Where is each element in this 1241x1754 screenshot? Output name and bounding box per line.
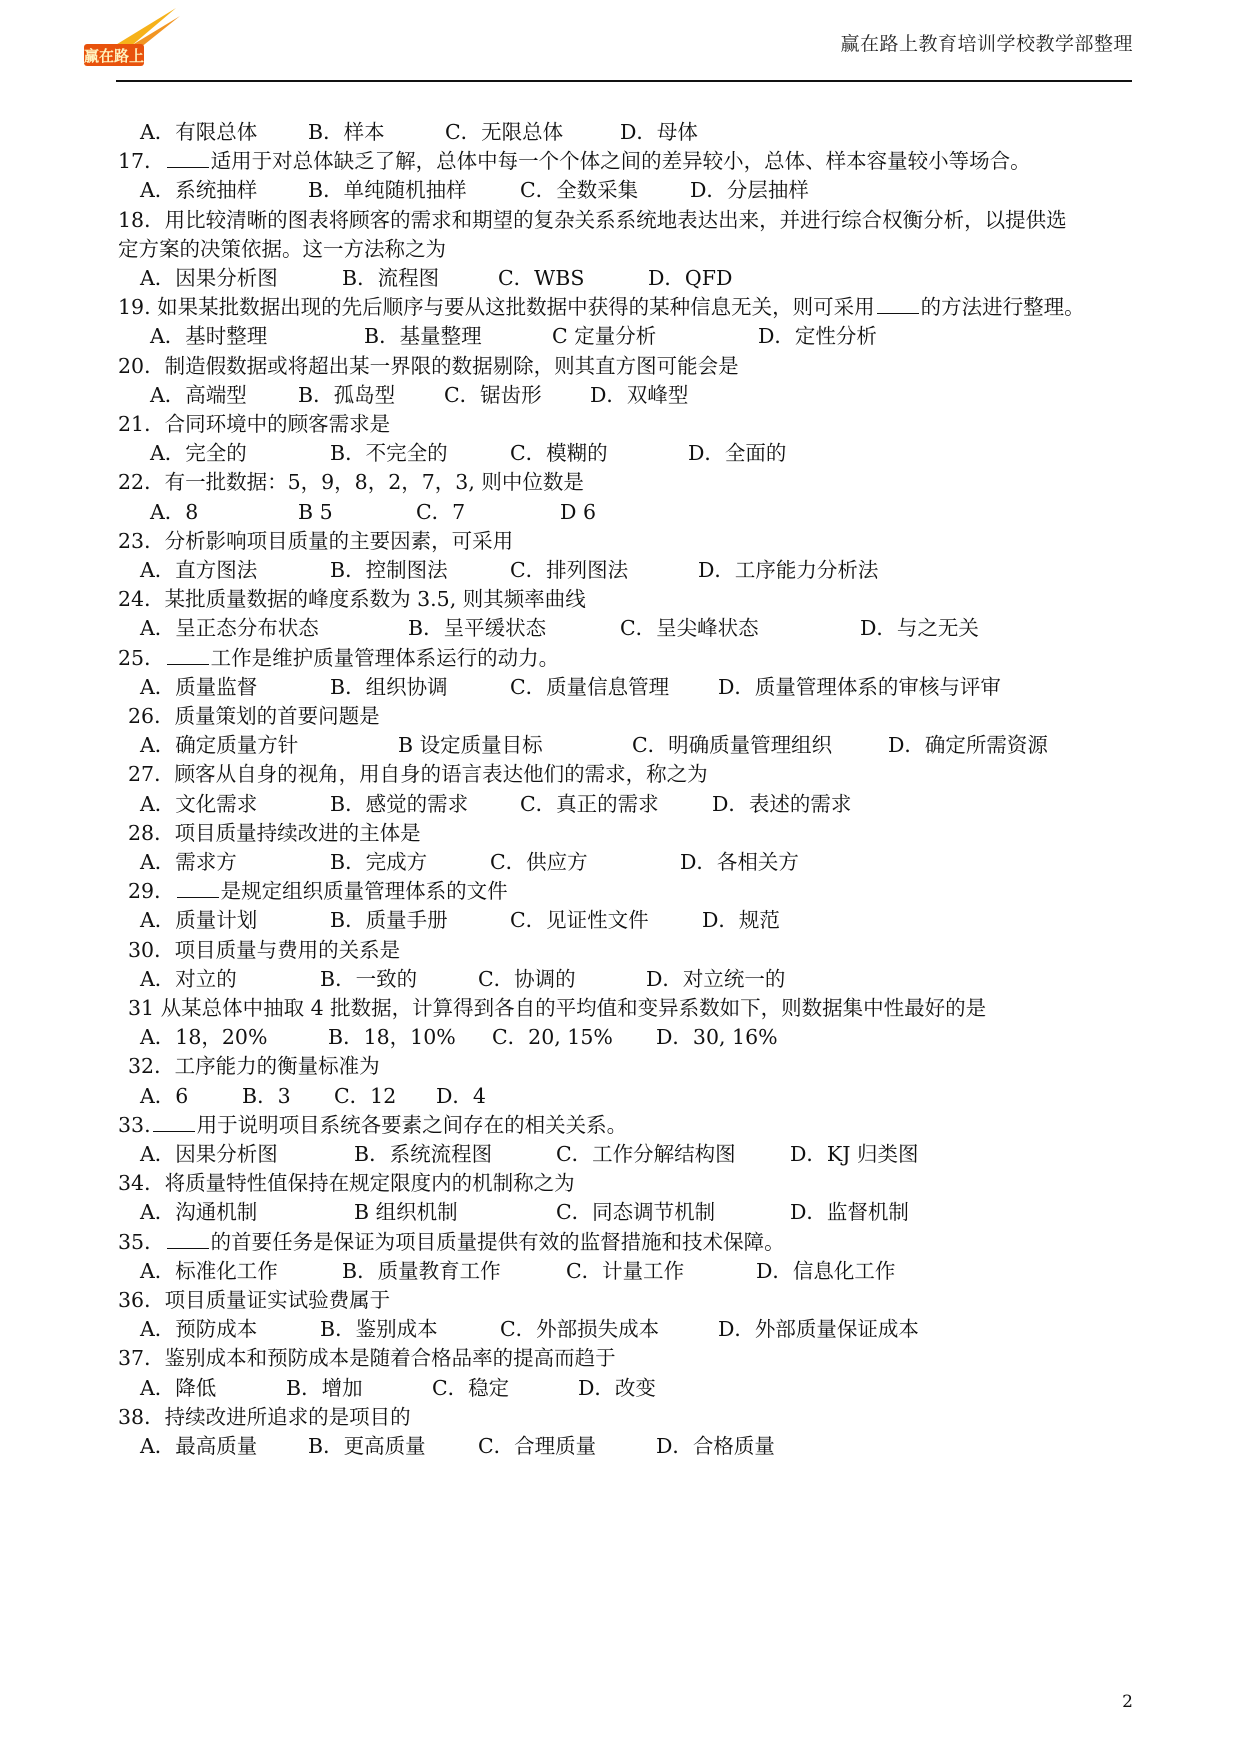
answer-option: C．同态调节机制 (556, 1200, 716, 1225)
answer-option: A．呈正态分布状态 (140, 616, 319, 641)
answer-option: B．单纯随机抽样 (308, 178, 467, 203)
question-text-part: 30．项目质量与费用的关系是 (128, 937, 401, 962)
answer-option: A．预防成本 (140, 1317, 258, 1342)
answer-option: C．7 (416, 499, 466, 524)
question-text (118, 468, 584, 496)
answer-option: D．各相关方 (680, 850, 799, 874)
answer-option: B．3 (242, 1083, 291, 1108)
answer-option: C．工作分解结构图 (556, 1142, 736, 1166)
question-text (118, 585, 586, 613)
answer-option: C．见证性文件 (510, 908, 649, 933)
answer-option: D．合格质量 (656, 1434, 775, 1458)
question-text-part: 用于说明项目系统各要素之间存在的相关关系。 (196, 1112, 628, 1137)
question-text (118, 1344, 616, 1372)
answer-option: D．质量管理体系的审核与评审 (718, 674, 1001, 699)
answer-option: A．确定质量方针 (140, 733, 299, 758)
answer-option: B．组织协调 (330, 674, 448, 699)
question-text-part: 28．项目质量持续改进的主体是 (128, 820, 421, 845)
fill-in-blank (167, 644, 209, 665)
answer-option: B．基量整理 (364, 324, 482, 349)
answer-option: D．规范 (702, 908, 780, 933)
answer-option: A．沟通机制 (140, 1200, 258, 1225)
answer-option: D．确定所需资源 (888, 733, 1048, 758)
answer-option: A．因果分析图 (140, 1142, 278, 1166)
answer-option: A．直方图法 (140, 558, 258, 582)
answer-option: A．有限总体 (140, 120, 258, 144)
answer-option: B．流程图 (342, 266, 440, 290)
page-number: 2 (1122, 1692, 1133, 1712)
question-text (118, 1403, 411, 1431)
answer-option: D．双峰型 (590, 382, 689, 407)
answer-option: B．更高质量 (308, 1434, 426, 1458)
answer-option: B．18，10% (328, 1025, 456, 1050)
answer-option: B．感觉的需求 (330, 791, 469, 816)
answer-option: A．完全的 (150, 441, 247, 466)
answer-option: C．无限总体 (445, 120, 564, 144)
answer-option: B．不完全的 (330, 441, 448, 466)
question-text-part: 32．工序能力的衡量标准为 (128, 1054, 380, 1079)
answer-option: C．质量信息管理 (510, 674, 670, 699)
question-text-part: 34．将质量特性值保持在规定限度内的机制称之为 (118, 1171, 575, 1196)
answer-option: C．20, 15% (492, 1025, 613, 1050)
answer-option: C．稳定 (432, 1375, 510, 1400)
question-text-part: 35． (118, 1229, 165, 1254)
answer-option: B．系统流程图 (354, 1142, 493, 1166)
question-text-part: 19. 如果某批数据出现的先后顺序与要从这批数据中获得的某种信息无关，则可采用 (118, 295, 875, 320)
question-text-part: 27．顾客从自身的视角，用自身的语言表达他们的需求，称之为 (128, 762, 708, 787)
question-text-part: 的方法进行整理。 (920, 295, 1085, 320)
answer-option: D．QFD (648, 266, 733, 290)
question-text (128, 877, 508, 905)
question-text-part: 定方案的决策依据。这一方法称之为 (118, 236, 446, 261)
question-text-part: 24．某批质量数据的峰度系数为 3.5, 则其频率曲线 (118, 587, 586, 612)
answer-option: D．信息化工作 (756, 1258, 896, 1283)
answer-option: B．孤岛型 (298, 382, 396, 407)
question-text (118, 352, 739, 380)
answer-option: A．需求方 (140, 850, 237, 874)
answer-option: C．锯齿形 (444, 382, 542, 407)
answer-option: D．30, 16% (656, 1025, 778, 1050)
answer-option: C．12 (334, 1083, 397, 1108)
organization-name: 赢在路上教育培训学校教学部整理 (840, 33, 1133, 55)
answer-option: D．KJ 归类图 (790, 1142, 919, 1166)
answer-option: D．工序能力分析法 (698, 558, 879, 582)
answer-option: D．4 (436, 1083, 486, 1108)
answer-option: C．呈尖峰状态 (620, 616, 759, 641)
answer-option: C．真正的需求 (520, 791, 659, 816)
answer-option: A．质量监督 (140, 674, 258, 699)
answer-option: D．分层抽样 (690, 178, 809, 203)
question-text (118, 1228, 785, 1256)
question-text-part: 适用于对总体缺乏了解，总体中每一个个体之间的差异较小，总体、样本容量较小等场合。 (210, 149, 1031, 174)
answer-option: A．基时整理 (150, 324, 268, 349)
answer-option: B．鉴别成本 (320, 1317, 438, 1342)
question-text (118, 410, 390, 438)
question-text (118, 235, 446, 263)
answer-option: A．6 (140, 1083, 189, 1108)
answer-option: B．控制图法 (330, 558, 448, 582)
question-text-part: 是规定组织质量管理体系的文件 (220, 879, 508, 904)
fill-in-blank (153, 1111, 195, 1132)
answer-option: A．降低 (140, 1375, 217, 1400)
header-divider (116, 80, 1132, 82)
question-text-part: 22．有一批数据：5，9，8，2，7，3, 则中位数是 (118, 470, 584, 495)
answer-option: C．计量工作 (566, 1258, 685, 1283)
fill-in-blank (877, 293, 919, 314)
question-text (118, 1169, 575, 1197)
question-text (118, 1286, 390, 1314)
question-text-part: 29． (128, 879, 175, 904)
logo-icon (84, 6, 184, 72)
answer-option: A．因果分析图 (140, 266, 278, 290)
question-text (128, 819, 421, 847)
answer-option: C．供应方 (490, 850, 588, 874)
answer-option: A．质量计划 (140, 908, 258, 933)
answer-option: A．对立的 (140, 966, 237, 991)
question-text-part: 18．用比较清晰的图表将顾客的需求和期望的复杂关系系统地表达出来，并进行综合权衡分析，以提供选 (118, 207, 1067, 232)
question-text (118, 206, 1067, 234)
question-text (128, 994, 986, 1022)
question-text (128, 760, 708, 788)
answer-option: C．全数采集 (520, 178, 639, 203)
answer-option: C．外部损失成本 (500, 1317, 660, 1342)
question-text-part: 17． (118, 149, 165, 174)
answer-option: A．最高质量 (140, 1434, 258, 1458)
answer-option: D．全面的 (688, 441, 787, 466)
answer-option: C．排列图法 (510, 558, 629, 582)
answer-option: D．定性分析 (758, 324, 877, 349)
answer-option: B 设定质量目标 (398, 733, 543, 758)
answer-option: B 组织机制 (354, 1200, 458, 1225)
question-text-part: 23．分析影响项目质量的主要因素，可采用 (118, 528, 514, 553)
page-header (0, 0, 1241, 90)
question-text-part: 37．鉴别成本和预防成本是随着合格品率的提高而趋于 (118, 1346, 616, 1371)
question-text-part: 36．项目质量证实试验费属于 (118, 1288, 391, 1312)
answer-option: C．明确质量管理组织 (632, 733, 833, 758)
answer-option: C．协调的 (478, 966, 576, 991)
question-text-part: 26．质量策划的首要问题是 (128, 704, 380, 728)
answer-option: A．系统抽样 (140, 178, 258, 203)
answer-option: B．质量教育工作 (342, 1258, 501, 1283)
question-text-part: 工作是维护质量管理体系运行的动力。 (210, 645, 560, 670)
answer-option: B．呈平缓状态 (408, 616, 547, 641)
answer-option: C．模糊的 (510, 441, 608, 466)
answer-option: D．对立统一的 (646, 966, 786, 991)
question-text-part: 20．制造假数据或将超出某一界限的数据剔除，则其直方图可能会是 (118, 353, 739, 378)
answer-option: C．合理质量 (478, 1434, 597, 1458)
question-text-part: 38．持续改进所追求的是项目的 (118, 1404, 411, 1429)
question-text-part: 33. (118, 1112, 151, 1137)
answer-option: D 6 (560, 499, 596, 524)
answer-option: A．高端型 (150, 382, 247, 407)
answer-option: D．表述的需求 (712, 791, 852, 816)
question-text (118, 1111, 627, 1139)
answer-option: A．8 (150, 499, 199, 524)
fill-in-blank (167, 147, 209, 168)
answer-option: B．质量手册 (330, 908, 448, 933)
question-text-part: 25． (118, 645, 165, 670)
answer-option: C 定量分析 (552, 324, 657, 349)
question-text (118, 644, 559, 672)
answer-option: D．外部质量保证成本 (718, 1317, 919, 1342)
question-text (128, 936, 400, 964)
fill-in-blank (177, 877, 219, 898)
logo-text: 赢在路上 (84, 47, 145, 65)
answer-option: A．18，20% (140, 1025, 268, 1050)
question-text-part: 21．合同环境中的顾客需求是 (118, 412, 391, 436)
answer-option: B．完成方 (330, 850, 428, 874)
answer-option: B 5 (298, 499, 333, 524)
answer-option: A．文化需求 (140, 791, 258, 816)
question-text-part: 31 从某总体中抽取 4 批数据，计算得到各自的平均值和变异系数如下，则数据集中性最好的是 (128, 996, 987, 1020)
answer-option: B．增加 (286, 1375, 363, 1400)
answer-option: C．WBS (498, 266, 585, 290)
answer-option: D．母体 (620, 120, 698, 144)
answer-option: D．改变 (578, 1375, 656, 1400)
question-text (118, 527, 513, 555)
answer-option: A．标准化工作 (140, 1258, 278, 1283)
question-text (128, 702, 380, 730)
question-text-part: 的首要任务是保证为项目质量提供有效的监督措施和技术保障。 (210, 1229, 785, 1254)
answer-option: D．监督机制 (790, 1200, 909, 1225)
question-text (118, 293, 1085, 321)
answer-option: B．样本 (308, 120, 385, 144)
question-text (118, 147, 1031, 175)
fill-in-blank (167, 1228, 209, 1249)
answer-option: D．与之无关 (860, 616, 979, 641)
question-text (128, 1052, 380, 1080)
answer-option: B．一致的 (320, 966, 418, 991)
